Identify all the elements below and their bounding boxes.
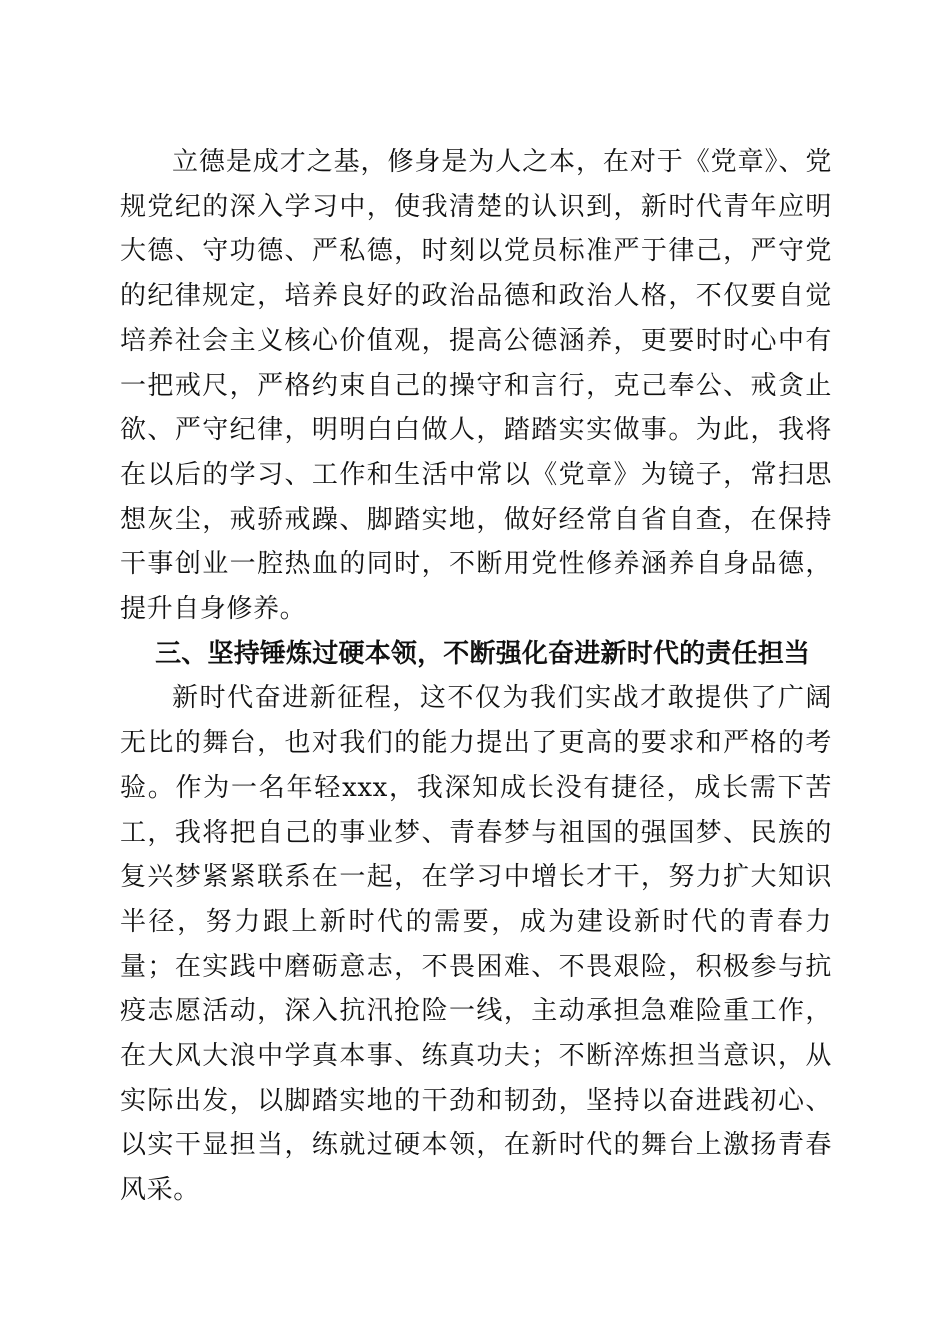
paragraph-virtue-cultivation: 立德是成才之基，修身是为人之本，在对于《党章》、党规党纪的深入学习中，使我清楚的认识到，新时代青年应明大德、守功德、严私德，时刻以党员标准严于律己，严守党的纪律规定，培养良好的政治品德和政治人格，不仅要自觉培养社会主义核心价值观，提高公德涵养，更要时时心中有一把戒尺，严格约束自己的操守和言行，克己奉公、戒贪止欲、严守纪律，明明白白做人，踏踏实实做事。为此，我将在以后的学习、工作和生活中常以《党章》为镜子，常扫思想灰尘，戒骄戒躁、脚踏实地，做好经常自省自查，在保持干事创业一腔热血的同时，不断用党性修养涵养自身品德，提升自身修养。 (120, 147, 832, 625)
paragraph-responsibility: 新时代奋进新征程，这不仅为我们实战才敢提供了广阔无比的舞台，也对我们的能力提出了更高的要求和严格的考验。作为一名年轻xxx，我深知成长没有捷径，成长需下苦工，我将把自己的事业梦、青春梦与祖国的强国梦、民族的复兴梦紧紧联系在一起，在学习中增长才干，努力扩大知识半径，努力跟上新时代的需要，成为建设新时代的青春力量；在实践中磨砺意志，不畏困难、不畏艰险，积极参与抗疫志愿活动，深入抗汛抢险一线，主动承担急难险重工作，在大风大浪中学真本事、练真功夫；不断淬炼担当意识，从实际出发，以脚踏实地的干劲和韧劲，坚持以奋进践初心、以实干显担当，练就过硬本领，在新时代的舞台上激扬青春风采。 (120, 683, 832, 1206)
section-heading-3: 三、坚持锤炼过硬本领，不断强化奋进新时代的责任担当 (155, 638, 811, 669)
document-body (120, 140, 832, 1213)
